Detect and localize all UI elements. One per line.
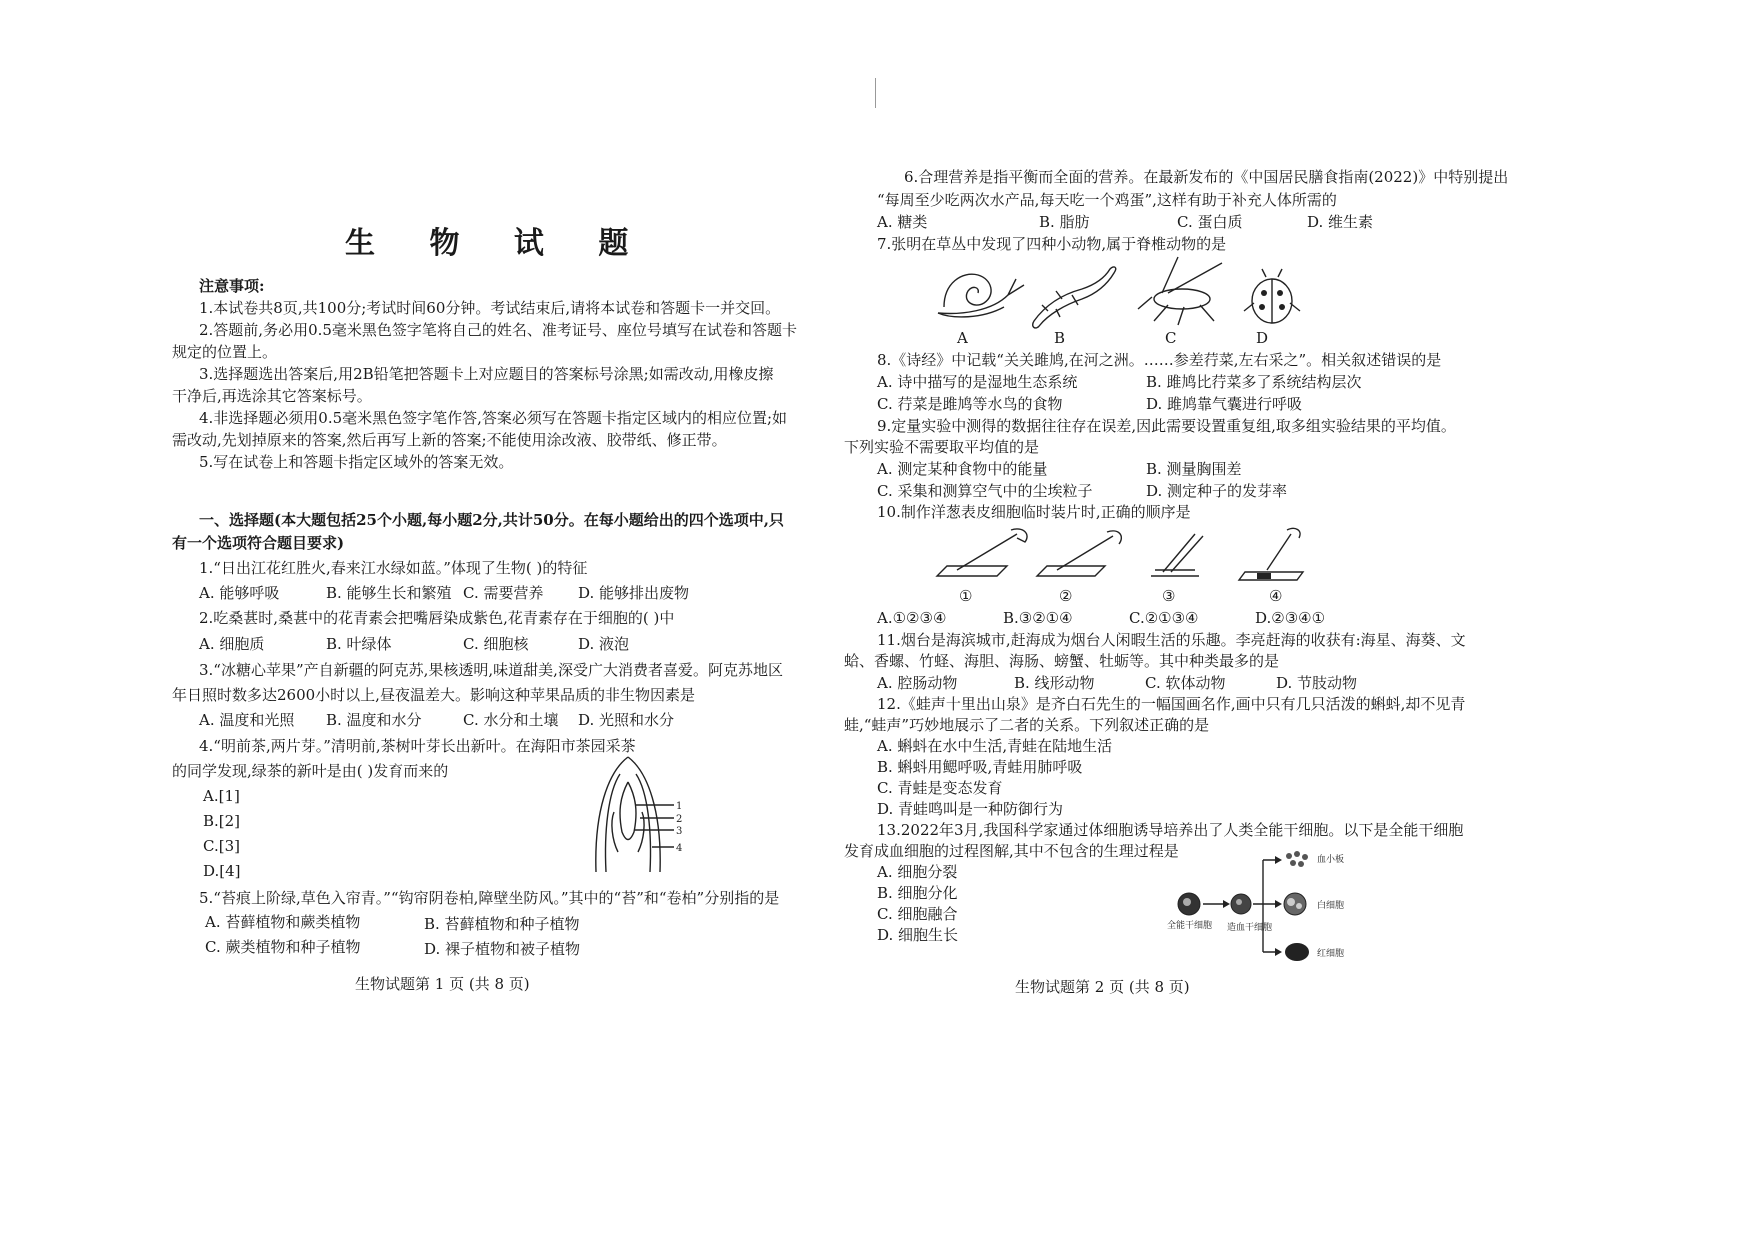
section-heading: 一、选择题(本大题包括25个小题,每小题2分,共计50分。在每小题给出的四个选项中,只 (199, 511, 784, 529)
option: D.[4] (203, 862, 241, 880)
option: C. 细胞核 (463, 635, 529, 653)
option: C.②①③④ (1129, 609, 1199, 627)
figure-label: ④ (1269, 587, 1283, 605)
question-3-line: 年日照时数多达2600小时以上,昼夜温差大。影响这种苹果品质的非生物因素是 (172, 686, 695, 704)
option: B. 测量胸围差 (1146, 460, 1242, 478)
question-2: 2.吃桑葚时,桑葚中的花青素会把嘴唇染成紫色,花青素存在于细胞的( )中 (199, 609, 675, 627)
question-8: 8.《诗经》中记载“关关雎鸠,在河之洲。……参差荇菜,左右采之”。相关叙述错误的是 (877, 351, 1442, 369)
question-11-options (877, 673, 1357, 693)
question-3-options (199, 710, 674, 730)
option: A. 糖类 (877, 213, 928, 231)
slide-steps-figure (927, 520, 1347, 590)
option: C. 软体动物 (1145, 674, 1226, 692)
diagram-label: 血小板 (1317, 855, 1345, 865)
question-1: 1.“日出江花红胜火,春来江水绿如蓝。”体现了生物( )的特征 (199, 559, 588, 577)
ladybug-drawing (1244, 269, 1300, 323)
question-5: 5.“苔痕上阶绿,草色入帘青。”“钩帘阴卷柏,障壁坐防风。”其中的“苔”和“卷柏”分别指的是 (199, 889, 780, 907)
option: C. 采集和测算空气中的尘埃粒子 (877, 482, 1093, 500)
section-heading: 有一个选项符合题目要求) (172, 534, 345, 552)
option: D. 维生素 (1307, 213, 1374, 231)
question-3-line: 3.“冰糖心苹果”产自新疆的阿克苏,果核透明,味道甜美,深受广大消费者喜爱。阿克苏地区 (199, 661, 783, 679)
option: D. 能够排出废物 (578, 584, 690, 602)
option: D. 节肢动物 (1276, 674, 1358, 692)
option: D. 光照和水分 (578, 711, 675, 729)
figure-label: ② (1059, 587, 1073, 605)
option: D. 液泡 (578, 635, 630, 653)
option: A. 细胞质 (199, 635, 265, 653)
option: C. 蛋白质 (1177, 213, 1243, 231)
option: D. 青蛙鸣叫是一种防御行为 (877, 800, 1064, 818)
diagram-label: 全能干细胞 (1167, 921, 1213, 931)
exam-title: 生 物 试 题 (345, 226, 651, 261)
lizard-drawing (1033, 267, 1116, 328)
option: C. 蕨类植物和种子植物 (205, 938, 361, 956)
option: C. 青蛙是变态发育 (877, 779, 1003, 797)
notice-line: 1.本试卷共8页,共100分;考试时间60分钟。考试结束后,请将本试卷和答题卡一并交回。 (199, 299, 781, 317)
option: B. 雎鸠比荇菜多了系统结构层次 (1146, 373, 1362, 391)
option: A. 苔藓植物和蕨类植物 (205, 913, 361, 931)
question-11-line: 蛤、香螺、竹蛏、海胆、海肠、螃蟹、牡蛎等。其中种类最多的是 (844, 652, 1280, 670)
option: B. 线形动物 (1014, 674, 1095, 692)
figure-label: ③ (1162, 587, 1176, 605)
option: B. 脂肪 (1039, 213, 1090, 231)
option: A.①②③④ (877, 609, 947, 627)
option: A. 诗中描写的是湿地生态系统 (877, 373, 1078, 391)
option: B. 细胞分化 (877, 884, 958, 902)
page-footer: 生物试题第 2 页 (共 8 页) (1015, 978, 1190, 996)
notice-line: 2.答题前,务必用0.5毫米黑色签字笔将自己的姓名、准考证号、座位号填写在试卷和答题卡 (199, 321, 797, 339)
option: D. 细胞生长 (877, 926, 959, 944)
option: B. 蝌蚪用鳃呼吸,青蛙用肺呼吸 (877, 758, 1083, 776)
option: B. 温度和水分 (326, 711, 422, 729)
option: C.[3] (203, 837, 240, 855)
notice-line: 5.写在试卷上和答题卡指定区域外的答案无效。 (199, 453, 514, 471)
figure-label: C (1165, 329, 1177, 347)
option: C. 荇菜是雎鸠等水鸟的食物 (877, 395, 1063, 413)
figure-label: 3 (676, 826, 683, 837)
question-6-line: 6.合理营养是指平衡而全面的营养。在最新发布的《中国居民膳食指南(2022)》中特别提出 (904, 168, 1509, 186)
diagram-label: 造血干细胞 (1227, 923, 1273, 933)
question-9-line: 下列实验不需要取平均值的是 (844, 438, 1040, 456)
question-6-options (877, 212, 1373, 232)
figure-label: 1 (676, 801, 683, 812)
notice-line: 3.选择题选出答案后,用2B铅笔把答题卡上对应题目的答案标号涂黑;如需改动,用橡皮擦 (199, 365, 774, 383)
diagram-label: 白细胞 (1317, 901, 1345, 911)
step-4-drawing (1239, 528, 1303, 580)
figure-label: B (1054, 329, 1066, 347)
snail-drawing (938, 274, 1024, 317)
figure-label: 4 (676, 843, 683, 854)
option: B. 能够生长和繁殖 (326, 584, 452, 602)
option: A. 测定某种食物中的能量 (877, 460, 1048, 478)
notice-heading: 注意事项: (199, 277, 265, 295)
option: D. 裸子植物和被子植物 (424, 940, 581, 958)
option: B.③②①④ (1003, 609, 1073, 627)
option: C. 细胞融合 (877, 905, 958, 923)
option: D. 雎鸠靠气囊进行呼吸 (1146, 395, 1303, 413)
figure-label: 2 (676, 814, 683, 825)
animals-figure (932, 255, 1332, 347)
option: B.[2] (203, 812, 241, 830)
option: D. 测定种子的发芽率 (1146, 482, 1288, 500)
step-1-drawing (937, 529, 1027, 576)
question-6-line: “每周至少吃两次水产品,每天吃一个鸡蛋”,这样有助于补充人体所需的 (877, 191, 1337, 209)
step-3-drawing (1151, 534, 1203, 576)
option: D.②③④① (1255, 609, 1326, 627)
page-footer: 生物试题第 1 页 (共 8 页) (355, 975, 530, 993)
option: B. 苔藓植物和种子植物 (424, 915, 580, 933)
notice-line: 干净后,再选涂其它答案标号。 (172, 387, 372, 405)
option: A. 细胞分裂 (877, 863, 958, 881)
question-4-line: 的同学发现,绿茶的新叶是由( )发育而来的 (172, 762, 449, 780)
question-4-line: 4.“明前茶,两片芽。”清明前,茶树叶芽长出新叶。在海阳市茶园采茶 (199, 737, 636, 755)
notice-line: 4.非选择题必须用0.5毫米黑色签字笔作答,答案必须写在答题卡指定区域内的相应位置;如 (199, 409, 787, 427)
blood-cell-diagram (1167, 842, 1387, 970)
question-2-options (199, 634, 629, 654)
figure-label: ① (959, 587, 973, 605)
option: C. 水分和土壤 (463, 711, 559, 729)
question-11-line: 11.烟台是海滨城市,赶海成为烟台人闲暇生活的乐趣。李亮赶海的收获有:海星、海葵、文 (877, 631, 1466, 649)
question-9-line: 9.定量实验中测得的数据往往存在误差,因此需要设置重复组,取多组实验结果的平均值。 (877, 417, 1456, 435)
option: B. 叶绿体 (326, 635, 392, 653)
option: C. 需要营养 (463, 584, 544, 602)
notice-line: 规定的位置上。 (172, 343, 278, 361)
diagram-label: 红细胞 (1317, 949, 1345, 959)
question-13-line: 13.2022年3月,我国科学家通过体细胞诱导培养出了人类全能干细胞。以下是全能干细胞 (877, 821, 1464, 839)
leaf-bud-figure (568, 752, 688, 877)
question-12-line: 蛙,“蛙声”巧妙地展示了二者的关系。下列叙述正确的是 (844, 716, 1210, 734)
question-7: 7.张明在草丛中发现了四种小动物,属于脊椎动物的是 (877, 235, 1227, 253)
question-13-line: 发育成血细胞的过程图解,其中不包含的生理过程是 (844, 842, 1179, 860)
question-12-line: 12.《蛙声十里出山泉》是齐白石先生的一幅国画名作,画中只有几只活泼的蝌蚪,却不见青 (877, 695, 1466, 713)
option: A. 能够呼吸 (199, 584, 280, 602)
figure-label: D (1256, 329, 1269, 347)
option: A. 腔肠动物 (877, 674, 958, 692)
option: A. 蝌蚪在水中生活,青蛙在陆地生活 (877, 737, 1113, 755)
question-1-options (199, 583, 689, 603)
option: A.[1] (203, 787, 240, 805)
grasshopper-drawing (1138, 257, 1222, 325)
option: A. 温度和光照 (199, 711, 295, 729)
figure-label: A (957, 329, 968, 347)
notice-line: 需改动,先划掉原来的答案,然后再写上新的答案;不能使用涂改液、胶带纸、修正带。 (172, 431, 727, 449)
question-10-options (877, 608, 1325, 628)
step-2-drawing (1037, 531, 1121, 576)
question-10: 10.制作洋葱表皮细胞临时装片时,正确的顺序是 (877, 503, 1191, 521)
exam-page-2 (844, 0, 1754, 1240)
